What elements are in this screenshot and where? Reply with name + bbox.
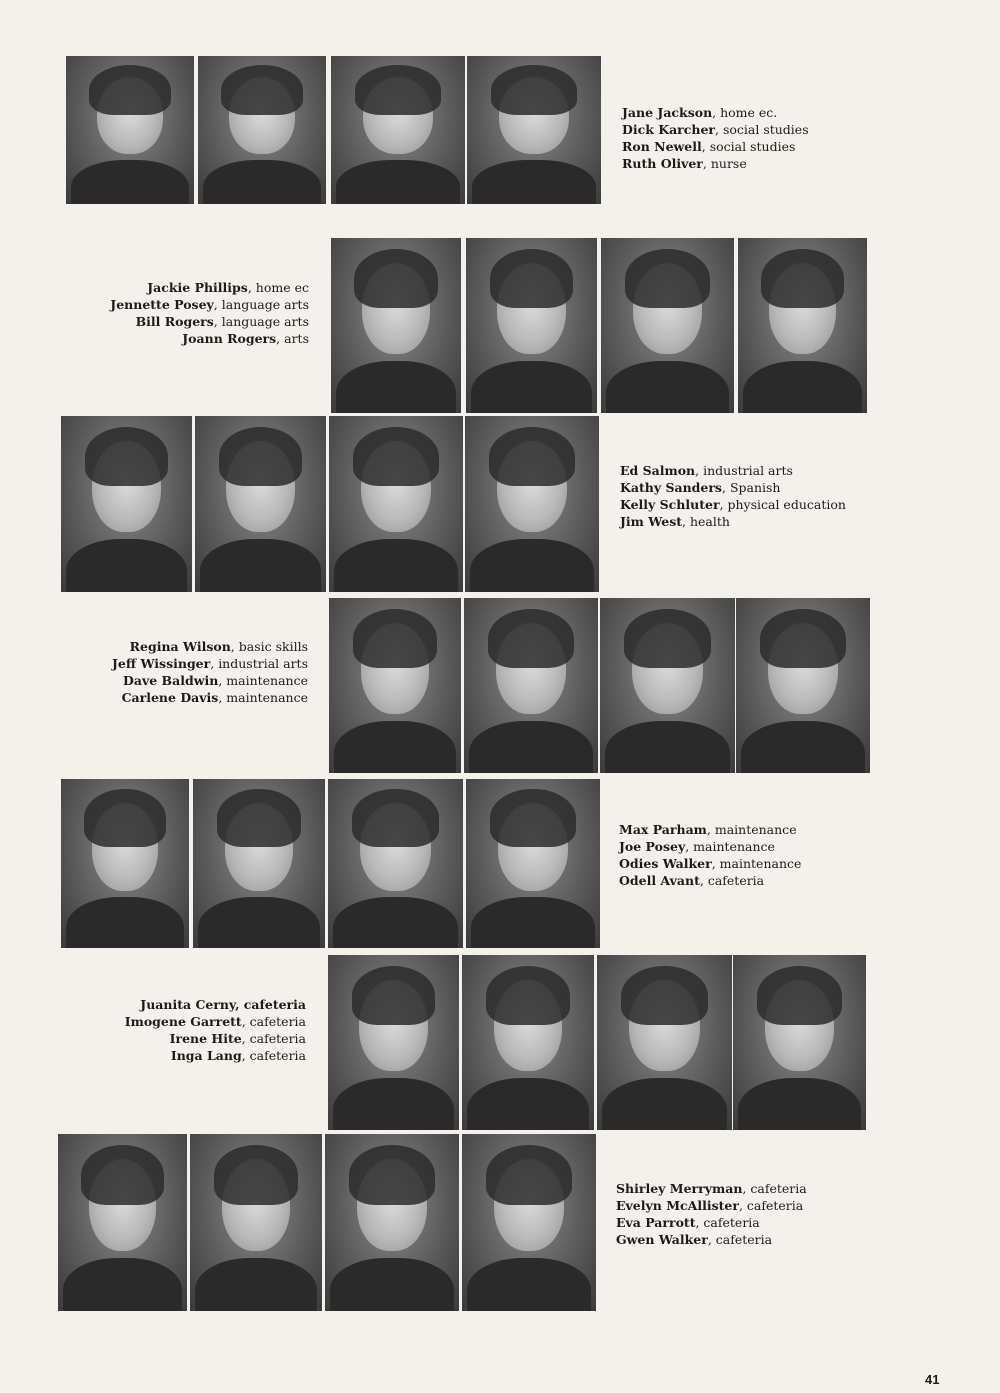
person-role: industrial arts	[703, 463, 793, 478]
caption-block	[49, 279, 309, 347]
portrait-hair-shape	[486, 966, 570, 1026]
person-name: Joe Posey	[619, 839, 686, 854]
portrait-hair-shape	[352, 789, 438, 846]
portrait-body-shape	[336, 160, 459, 204]
person-role: social studies	[709, 139, 796, 154]
portrait-photo	[600, 598, 735, 773]
portrait-photo	[467, 56, 601, 204]
person-name: Regina Wilson	[129, 639, 231, 654]
portrait-body-shape	[333, 897, 457, 948]
name-role-separator: ,	[699, 873, 708, 888]
caption-block	[619, 821, 879, 889]
person-role: cafeteria	[703, 1215, 760, 1230]
portrait-body-shape	[71, 160, 189, 204]
portrait-body-shape	[602, 1078, 726, 1131]
caption-line	[619, 821, 879, 838]
caption-line	[620, 462, 880, 479]
caption-line	[48, 655, 308, 672]
name-role-separator: ,	[707, 1232, 716, 1247]
caption-line	[46, 996, 306, 1013]
person-role: nurse	[710, 156, 747, 171]
person-role: basic skills	[238, 639, 308, 654]
person-role: cafeteria	[750, 1181, 807, 1196]
portrait-body-shape	[198, 897, 319, 948]
caption-line	[620, 496, 880, 513]
person-role: cafeteria	[249, 1014, 306, 1029]
person-role: cafeteria	[249, 1048, 306, 1063]
person-name: Dave Baldwin	[123, 673, 219, 688]
caption-line	[616, 1180, 876, 1197]
person-role: maintenance	[226, 673, 308, 688]
caption-block	[620, 462, 880, 530]
portrait-hair-shape	[355, 65, 441, 115]
portrait-photo	[195, 416, 326, 592]
person-role: maintenance	[714, 822, 797, 837]
caption-line	[48, 672, 308, 689]
portrait-body-shape	[738, 1078, 860, 1131]
caption-line	[616, 1214, 876, 1231]
name-role-separator: ,	[213, 297, 222, 312]
name-role-separator: ,	[738, 1198, 747, 1213]
person-name: Max Parham	[619, 822, 707, 837]
name-role-separator: ,	[218, 690, 227, 705]
person-role: maintenance	[693, 839, 775, 854]
caption-block	[622, 104, 882, 172]
portrait-body-shape	[330, 1258, 453, 1311]
caption-line	[48, 638, 308, 655]
person-role: home ec.	[720, 105, 778, 120]
caption-line	[622, 121, 882, 138]
portrait-body-shape	[336, 361, 456, 414]
portrait-photo	[329, 416, 463, 592]
caption-line	[622, 155, 882, 172]
person-name: Evelyn McAllister	[616, 1198, 739, 1213]
portrait-body-shape	[469, 721, 592, 774]
portrait-hair-shape	[761, 249, 844, 309]
portrait-photo	[66, 56, 194, 204]
person-name: Odell Avant	[619, 873, 700, 888]
portrait-photo	[329, 598, 461, 773]
portrait-photo	[331, 238, 461, 413]
portrait-hair-shape	[486, 1145, 572, 1205]
portrait-photo	[464, 598, 598, 773]
name-role-separator: ,	[721, 480, 730, 495]
portrait-hair-shape	[491, 65, 577, 115]
portrait-body-shape	[63, 1258, 182, 1311]
person-name: Shirley Merryman	[616, 1181, 743, 1196]
portrait-body-shape	[195, 1258, 316, 1311]
person-name: Jeff Wissinger	[111, 656, 211, 671]
portrait-photo	[733, 955, 866, 1130]
portrait-hair-shape	[624, 609, 710, 669]
portrait-hair-shape	[353, 427, 439, 487]
portrait-hair-shape	[354, 249, 437, 309]
person-role: Spanish	[729, 480, 781, 495]
caption-line	[48, 689, 308, 706]
person-name: Irene Hite	[169, 1031, 242, 1046]
portrait-body-shape	[467, 1078, 588, 1131]
person-name: Bill Rogers	[135, 314, 214, 329]
person-role: maintenance	[226, 690, 308, 705]
portrait-hair-shape	[221, 65, 303, 115]
caption-block	[616, 1180, 876, 1248]
person-name: Ruth Oliver	[622, 156, 703, 171]
portrait-hair-shape	[85, 427, 169, 487]
portrait-body-shape	[334, 539, 457, 592]
caption-line	[616, 1197, 876, 1214]
name-role-separator: ,	[213, 314, 222, 329]
portrait-photo	[61, 779, 189, 948]
name-role-separator: ,	[742, 1181, 751, 1196]
caption-line	[46, 1047, 306, 1064]
name-role-separator: ,	[210, 656, 219, 671]
portrait-body-shape	[743, 361, 862, 414]
caption-line	[616, 1231, 876, 1248]
portrait-photo	[328, 779, 463, 948]
person-name: Inga Lang	[170, 1048, 242, 1063]
portrait-hair-shape	[219, 427, 303, 487]
person-name: Odies Walker	[619, 856, 712, 871]
portrait-hair-shape	[353, 609, 437, 669]
caption-line	[49, 279, 309, 296]
name-role-separator: ,	[247, 280, 256, 295]
portrait-photo	[466, 238, 597, 413]
portrait-body-shape	[471, 361, 592, 414]
person-name: Gwen Walker	[616, 1232, 708, 1247]
portrait-photo	[738, 238, 867, 413]
portrait-hair-shape	[489, 427, 575, 487]
caption-line	[46, 1013, 306, 1030]
portrait-hair-shape	[625, 249, 710, 309]
portrait-hair-shape	[349, 1145, 435, 1205]
portrait-body-shape	[606, 361, 728, 414]
portrait-hair-shape	[89, 65, 171, 115]
portrait-photo	[465, 416, 599, 592]
portrait-hair-shape	[84, 789, 166, 846]
name-role-separator: ,	[241, 1031, 250, 1046]
name-role-separator: ,	[702, 156, 711, 171]
portrait-body-shape	[333, 1078, 454, 1131]
portrait-photo	[58, 1134, 187, 1311]
caption-line	[622, 104, 882, 121]
portrait-hair-shape	[488, 609, 574, 669]
caption-line	[49, 330, 309, 347]
name-role-separator: ,	[682, 514, 690, 529]
person-role: language arts	[221, 314, 309, 329]
portrait-body-shape	[203, 160, 321, 204]
portrait-hair-shape	[81, 1145, 164, 1205]
person-name: Jackie Phillips	[147, 280, 248, 295]
caption-line	[620, 479, 880, 496]
name-role-separator: ,	[276, 331, 285, 346]
caption-line	[49, 296, 309, 313]
portrait-hair-shape	[490, 789, 576, 846]
caption-block	[46, 996, 306, 1064]
portrait-body-shape	[66, 897, 184, 948]
person-role: physical education	[727, 497, 846, 512]
name-role-separator: ,	[695, 1215, 704, 1230]
person-name: Carlene Davis	[121, 690, 219, 705]
name-role-separator: ,	[218, 673, 227, 688]
portrait-body-shape	[741, 721, 864, 774]
portrait-body-shape	[470, 539, 593, 592]
name-role-separator: ,	[695, 463, 704, 478]
caption-line	[49, 313, 309, 330]
person-role: cafeteria	[715, 1232, 773, 1247]
person-role: home ec	[255, 280, 309, 295]
caption-block	[48, 638, 308, 706]
portrait-photo	[328, 955, 459, 1130]
portrait-photo	[466, 779, 600, 948]
portrait-photo	[61, 416, 192, 592]
name-role-separator: ,	[711, 856, 720, 871]
portrait-photo	[325, 1134, 459, 1311]
person-role: cafeteria	[249, 1031, 306, 1046]
portrait-hair-shape	[217, 789, 301, 846]
person-role: language arts	[221, 297, 309, 312]
portrait-photo	[597, 955, 732, 1130]
portrait-photo	[462, 955, 594, 1130]
portrait-photo	[193, 779, 325, 948]
name-role-separator: ,	[712, 105, 721, 120]
name-role-separator: ,	[241, 1014, 250, 1029]
person-role: arts	[284, 331, 309, 346]
portrait-body-shape	[467, 1258, 590, 1311]
portrait-photo	[198, 56, 326, 204]
person-name: Joann Rogers	[182, 331, 277, 346]
caption-line	[46, 1030, 306, 1047]
person-name: Imogene Garrett	[124, 1014, 242, 1029]
portrait-photo	[736, 598, 870, 773]
portrait-hair-shape	[214, 1145, 298, 1205]
portrait-hair-shape	[760, 609, 846, 669]
caption-line	[619, 872, 879, 889]
page-number: 41	[925, 1372, 940, 1387]
person-name: Dick Karcher	[622, 122, 715, 137]
portrait-photo	[462, 1134, 596, 1311]
portrait-hair-shape	[352, 966, 436, 1026]
portrait-body-shape	[66, 539, 187, 592]
person-role: social studies	[722, 122, 809, 137]
portrait-photo	[190, 1134, 322, 1311]
person-name: Kathy Sanders	[620, 480, 722, 495]
name-role-separator: ,	[701, 139, 710, 154]
person-name: Ed Salmon	[620, 463, 696, 478]
person-name: Ron Newell	[622, 139, 702, 154]
person-name: Jane Jackson	[622, 105, 713, 120]
person-role: cafeteria	[707, 873, 765, 888]
caption-line	[619, 855, 879, 872]
portrait-body-shape	[334, 721, 455, 774]
portrait-body-shape	[471, 897, 594, 948]
caption-line	[619, 838, 879, 855]
name-role-separator: ,	[241, 1048, 250, 1063]
person-name: Kelly Schluter	[620, 497, 720, 512]
name-role-separator: ,	[706, 822, 715, 837]
name-role-separator: ,	[685, 839, 694, 854]
person-role: cafeteria	[746, 1198, 804, 1213]
portrait-hair-shape	[490, 249, 574, 309]
portrait-body-shape	[200, 539, 321, 592]
person-role: health	[689, 514, 730, 529]
person-name: Jim West	[620, 514, 683, 529]
person-name: Juanita Cerny, cafeteria	[140, 997, 306, 1012]
portrait-hair-shape	[757, 966, 842, 1026]
portrait-body-shape	[605, 721, 729, 774]
name-role-separator: ,	[719, 497, 728, 512]
person-role: maintenance	[719, 856, 802, 871]
portrait-hair-shape	[621, 966, 707, 1026]
name-role-separator: ,	[715, 122, 723, 137]
portrait-photo	[601, 238, 734, 413]
person-role: industrial arts	[218, 656, 308, 671]
caption-line	[620, 513, 880, 530]
name-role-separator: ,	[230, 639, 239, 654]
person-name: Eva Parrott	[616, 1215, 696, 1230]
person-name: Jennette Posey	[110, 297, 214, 312]
caption-line	[622, 138, 882, 155]
portrait-photo	[331, 56, 465, 204]
portrait-body-shape	[472, 160, 595, 204]
